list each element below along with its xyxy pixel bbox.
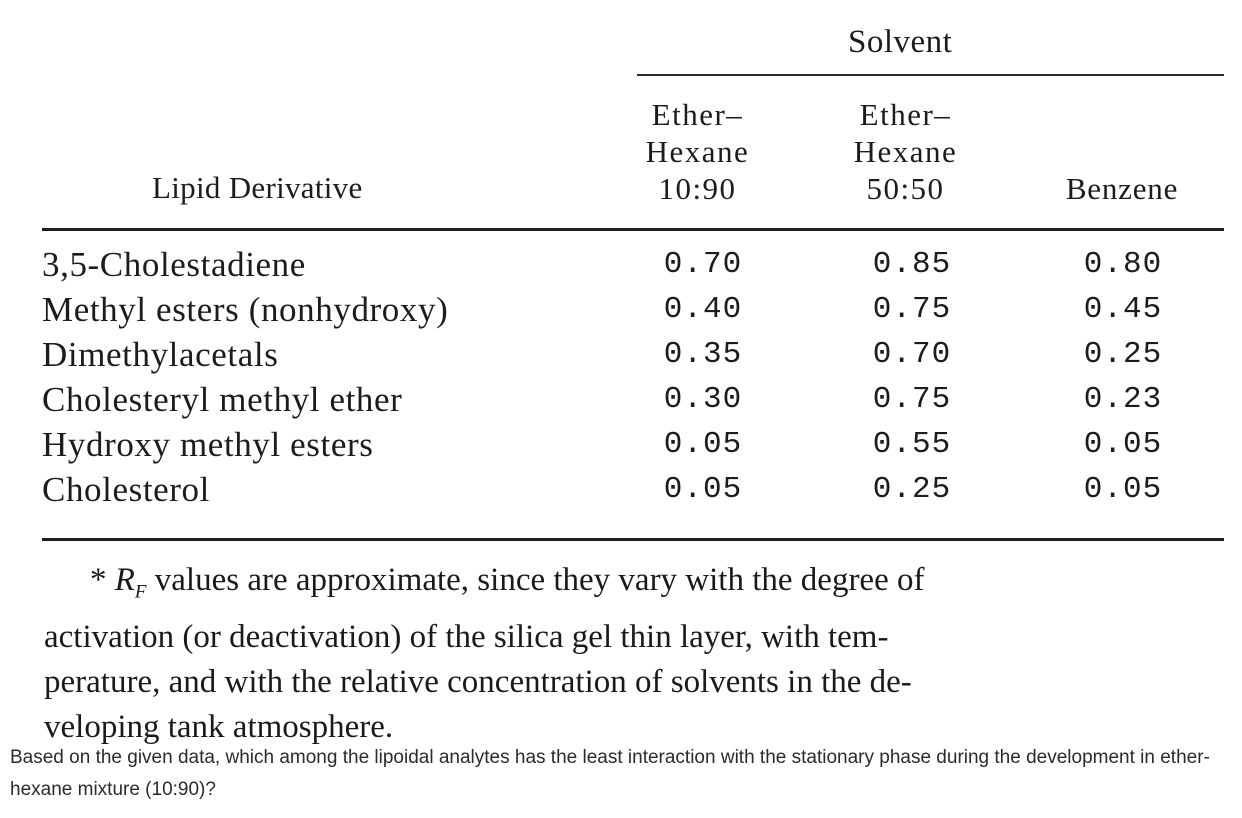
cell-ether-hexane-10-90: 0.30	[663, 382, 743, 417]
cell-ether-hexane-50-50: 0.70	[872, 337, 952, 372]
table-row	[0, 377, 1242, 422]
table-row	[0, 422, 1242, 467]
solvent-header-rule	[637, 74, 1224, 76]
cell-benzene: 0.25	[1083, 337, 1163, 372]
cell-ether-hexane-50-50: 0.55	[872, 427, 952, 462]
cell-ether-hexane-10-90: 0.40	[663, 292, 743, 327]
cell-ether-hexane-50-50: 0.25	[872, 472, 952, 507]
cell-ether-hexane-50-50: 0.75	[872, 382, 952, 417]
footnote-line: veloping tank atmosphere.	[44, 708, 394, 745]
lipid-derivative-header: Lipid Derivative	[152, 170, 363, 205]
cell-ether-hexane-10-90: 0.70	[663, 247, 743, 282]
row-lipid-name: Methyl esters (nonhydroxy)	[42, 290, 449, 329]
table-footnote	[44, 558, 1228, 750]
footnote-text: values are approximate, since they vary with the degree of	[146, 562, 925, 598]
header-rule	[42, 228, 1224, 231]
column-header-line: Ether–	[651, 97, 744, 132]
table-row	[0, 287, 1242, 332]
rf-subscript: F	[134, 581, 147, 603]
cell-benzene: 0.23	[1083, 382, 1163, 417]
column-header-line: Benzene	[1065, 171, 1179, 206]
column-header-line: 10:90	[658, 171, 737, 206]
row-lipid-name: Dimethylacetals	[42, 335, 279, 374]
column-header-ether-hexane-50-50	[838, 96, 973, 207]
row-lipid-name: Hydroxy methyl esters	[42, 425, 374, 464]
row-lipid-name: Cholesterol	[42, 470, 210, 509]
cell-ether-hexane-50-50: 0.85	[872, 247, 952, 282]
column-header-ether-hexane-10-90	[630, 96, 765, 207]
footnote-line	[44, 558, 1228, 615]
column-header-line: Hexane	[853, 134, 958, 169]
column-header-benzene	[1052, 170, 1192, 207]
table-row	[0, 332, 1242, 377]
column-header-line: 50:50	[866, 171, 945, 206]
cell-benzene: 0.05	[1083, 427, 1163, 462]
footnote-line: activation (or deactivation) of the silica gel thin layer, with tem-	[44, 618, 889, 655]
row-lipid-name: 3,5-Cholestadiene	[42, 245, 306, 284]
footer-rule	[42, 538, 1224, 541]
cell-benzene: 0.45	[1083, 292, 1163, 327]
table-row	[0, 467, 1242, 512]
column-header-line: Ether–	[859, 97, 952, 132]
question-text: Based on the given data, which among the lipoidal analytes has the least interaction with the stationary phase during the development in ether-hexane mixture (10:90)?	[10, 747, 1210, 800]
cell-ether-hexane-10-90: 0.05	[663, 427, 743, 462]
footnote-asterisk: *	[90, 562, 107, 598]
table-row	[0, 242, 1242, 287]
solvent-group-header: Solvent	[848, 24, 953, 60]
cell-benzene: 0.80	[1083, 247, 1163, 282]
row-lipid-name: Cholesteryl methyl ether	[42, 380, 403, 419]
cell-ether-hexane-10-90: 0.05	[663, 472, 743, 507]
cell-ether-hexane-50-50: 0.75	[872, 292, 952, 327]
cell-benzene: 0.05	[1083, 472, 1163, 507]
column-header-line: Hexane	[645, 134, 750, 169]
footnote-line: perature, and with the relative concentration of solvents in the de-	[44, 663, 912, 700]
cell-ether-hexane-10-90: 0.35	[663, 337, 743, 372]
rf-symbol: R	[114, 562, 135, 598]
